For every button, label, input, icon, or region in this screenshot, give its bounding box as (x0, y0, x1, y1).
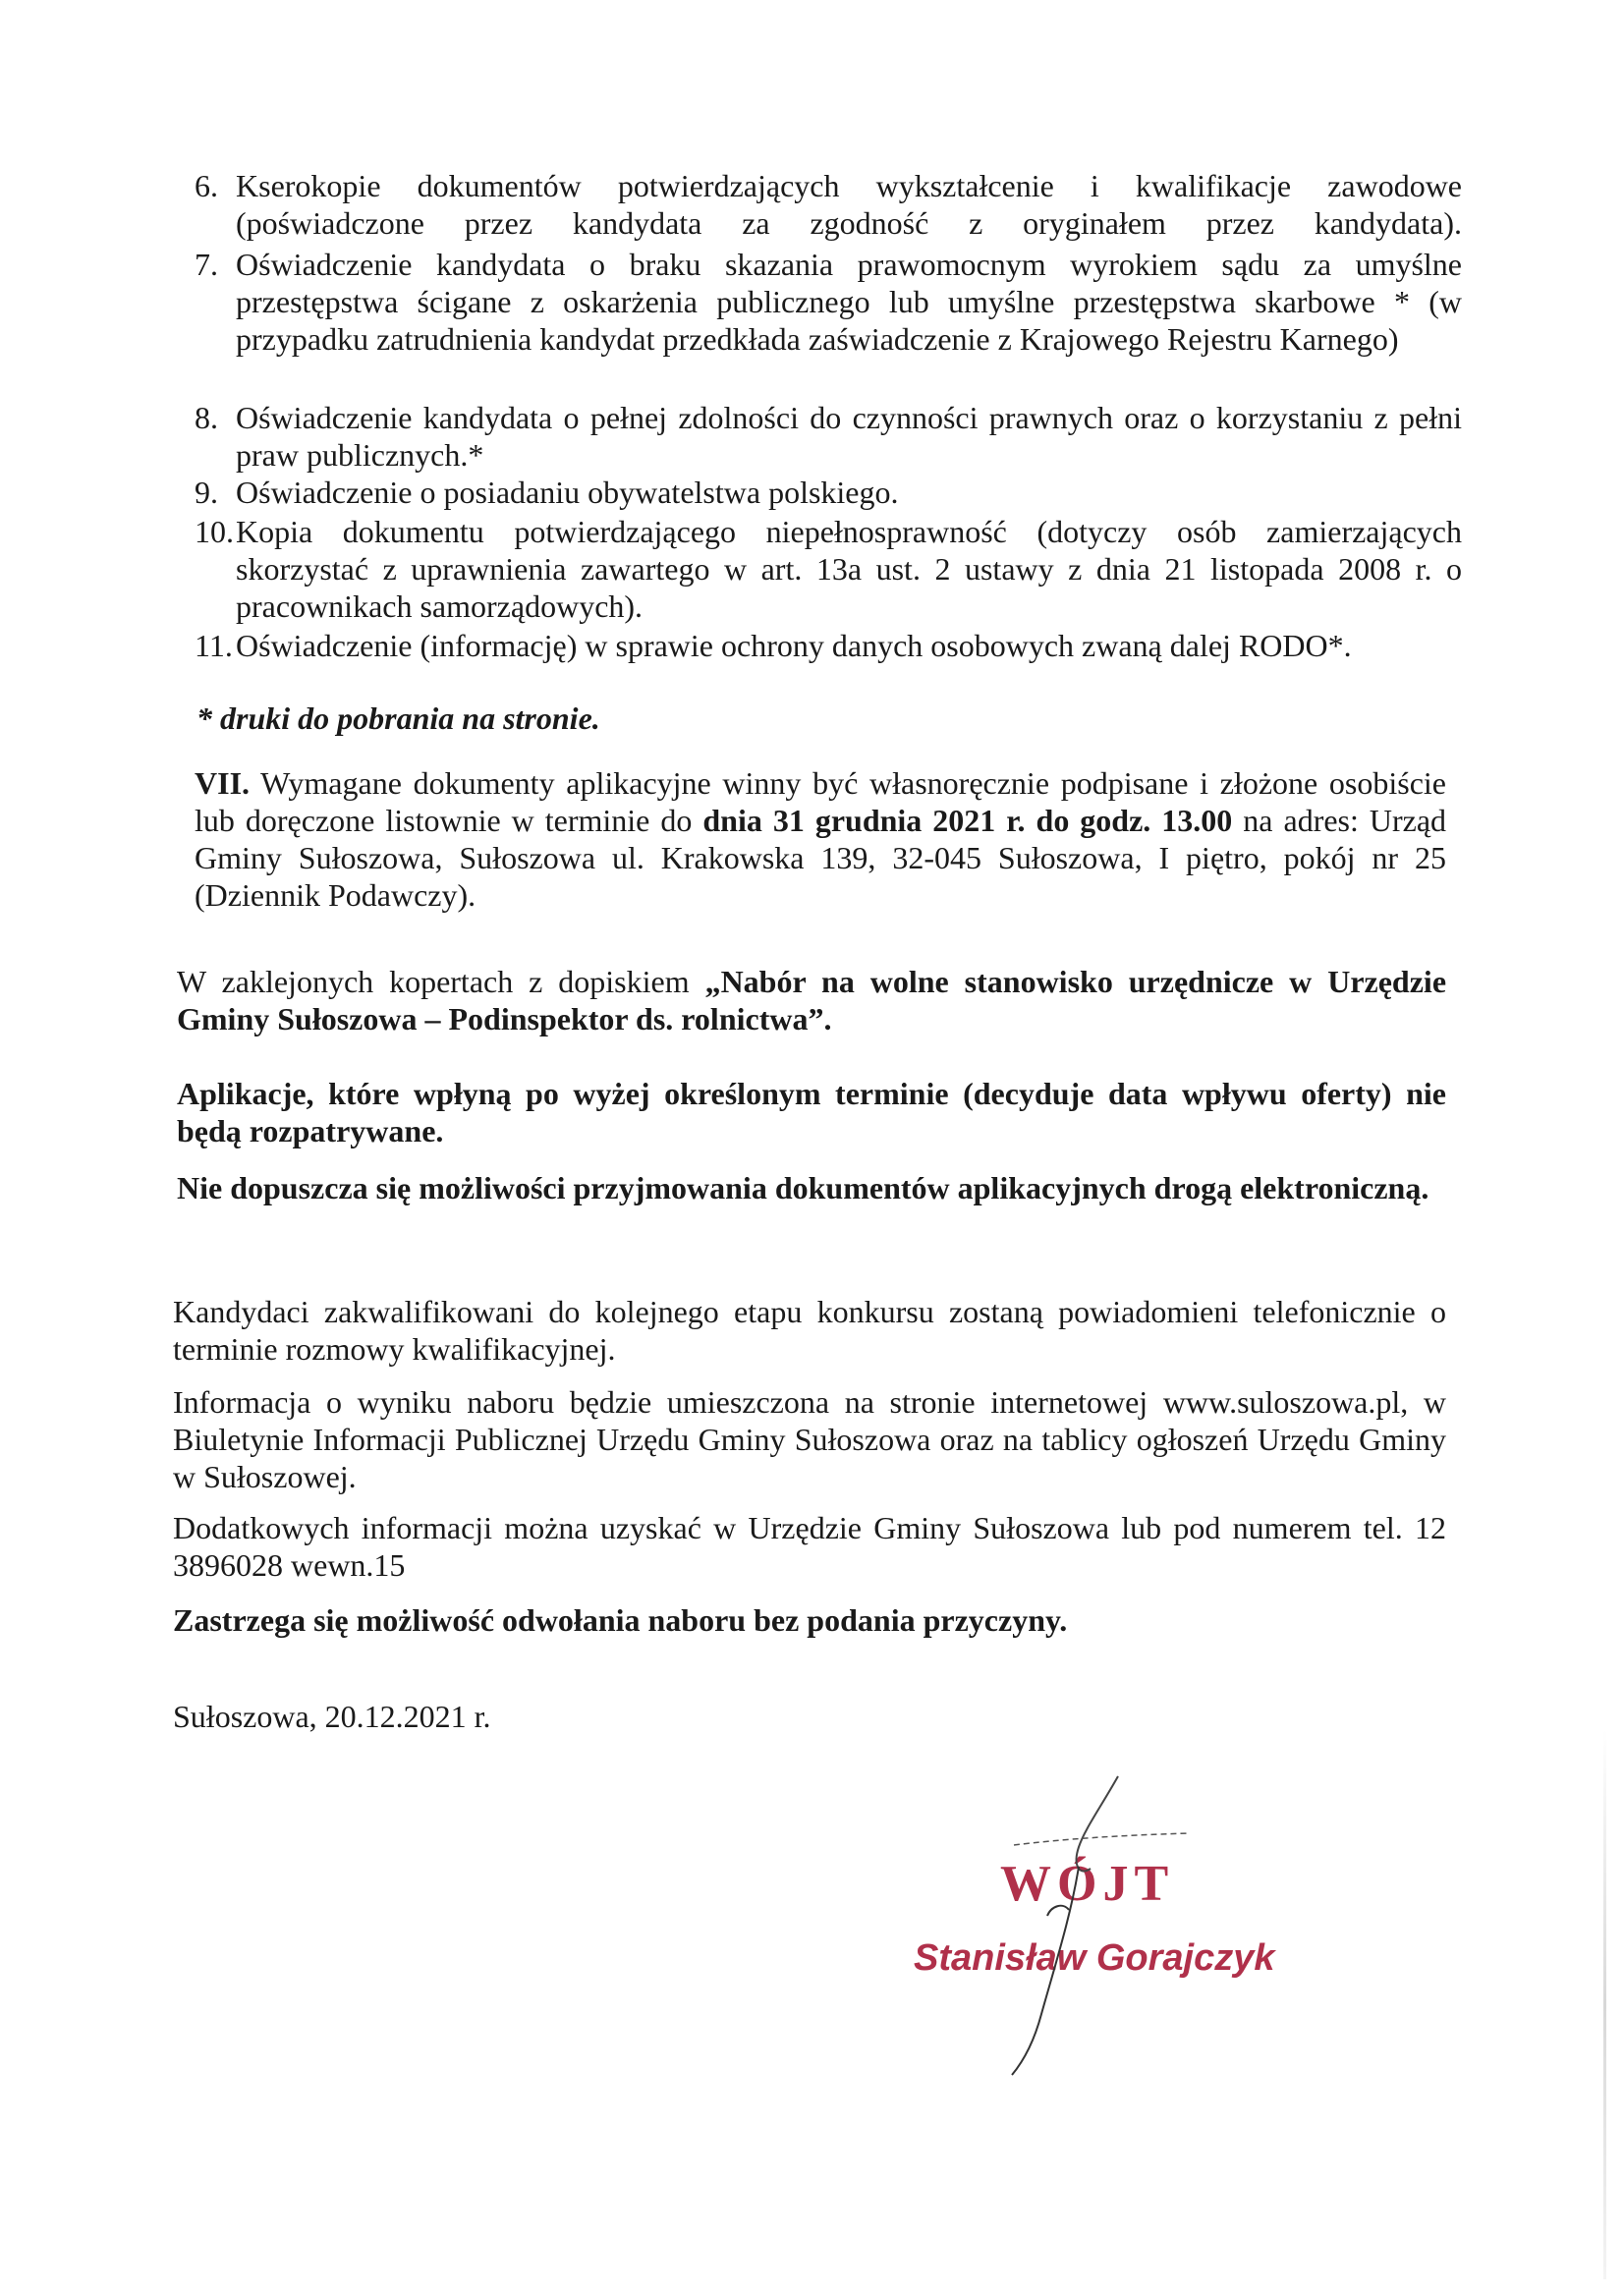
deadline-text: dnia 31 grudnia 2021 r. do godz. 13.00 (702, 803, 1233, 838)
list-item-text: Kopia dokumentu potwierdzającego niepełnosprawność (dotyczy osób zamierzających skorzystać z uprawnienia zawartego w art. 13a ust. 2 ustawy z dnia 21 listopada 2008 r. o pracownikach samorządowych). (236, 514, 1462, 624)
list-item (195, 246, 1462, 395)
list-item-number: 11. (195, 628, 233, 663)
list-item-number: 10. (195, 514, 234, 549)
envelope-text: W zaklejonych kopertach z dopiskiem (177, 964, 690, 999)
place-date: Sułoszowa, 20.12.2021 r. (173, 1699, 491, 1734)
section-vii-label: VII. (195, 765, 251, 801)
list-item (195, 513, 1462, 625)
list-item-text: Oświadczenie kandydata o braku skazania prawomocnym wyrokiem sądu za umyślne przestępstwa ścigane z oskarżenia publicznego lub umyślne przestępstwa skarbowe * (w przypadku zatrudnienia kandydat przedkłada zaświadczenie z Krajowego Rejestru Karnego) (236, 247, 1462, 357)
list-item-number: 7. (195, 247, 218, 282)
stamp-name: Stanisław Gorajczyk (914, 1937, 1275, 1979)
list-item (195, 167, 1462, 242)
section-vii-text-2: na adres: Urząd Gminy Sułoszowa, Sułoszowa ul. Krakowska 139, 32-045 Sułoszowa, I piętro, pokój nr 25 (Dziennik Podawczy). (195, 803, 1447, 913)
list-item-number: 8. (195, 400, 218, 435)
section-vii-paragraph (195, 764, 1446, 914)
list-item (195, 399, 1462, 474)
list-item-number: 6. (195, 168, 218, 203)
list-item (195, 627, 1462, 664)
download-note: * druki do pobrania na stronie. (196, 700, 600, 736)
list-item-number: 9. (195, 475, 218, 510)
list-item-text: Oświadczenie o posiadaniu obywatelstwa polskiego. (236, 475, 899, 510)
envelope-title: „Nabór na wolne stanowisko urzędnicze w Urzędzie Gminy Sułoszowa – Podinspektor ds. rolnictwa”. (177, 964, 1447, 1036)
scan-edge (1603, 1729, 1606, 2279)
cancel-notice: Zastrzega się możliwość odwołania naboru bez podania przyczyny. (173, 1602, 1068, 1638)
results-paragraph: Informacja o wyniku naboru będzie umieszczona na stronie internetowej www.suloszowa.pl, w Biuletynie Informacji Publicznej Urzędu Gminy Sułoszowa oraz na tablicy ogłoszeń Urzędu Gminy w Sułoszowej. (173, 1384, 1446, 1494)
list-item-text: Oświadczenie (informację) w sprawie ochrony danych osobowych zwaną dalej RODO*. (236, 628, 1352, 663)
section-vii-text-1: Wymagane dokumenty aplikacyjne winny być własnoręcznie podpisane i złożone osobiście lub doręczone listownie w terminie do (195, 765, 1447, 838)
contact-paragraph: Dodatkowych informacji można uzyskać w Urzędzie Gminy Sułoszowa lub pod numerem tel. 12 3896028 wewn.15 (173, 1510, 1446, 1583)
stamp-title: WÓJT (1000, 1856, 1175, 1912)
interview-paragraph: Kandydaci zakwalifikowani do kolejnego etapu konkursu zostaną powiadomieni telefonicznie o terminie rozmowy kwalifikacyjnej. (173, 1294, 1446, 1367)
electronic-notice: Nie dopuszcza się możliwości przyjmowania dokumentów aplikacyjnych drogą elektroniczną. (177, 1170, 1429, 1205)
list-item-text: Oświadczenie kandydata o pełnej zdolności do czynności prawnych oraz o korzystaniu z pełni praw publicznych.* (236, 400, 1462, 473)
list-item (195, 474, 1462, 511)
late-notice: Aplikacje, które wpłyną po wyżej określonym terminie (decyduje data wpływu oferty) nie będą rozpatrywane. (177, 1076, 1446, 1148)
envelope-paragraph (177, 963, 1446, 1037)
list-item-text: Kserokopie dokumentów potwierdzających wykształcenie i kwalifikacje zawodowe (poświadczone przez kandydata za zgodność z oryginałem przez kandydata). (236, 168, 1462, 241)
